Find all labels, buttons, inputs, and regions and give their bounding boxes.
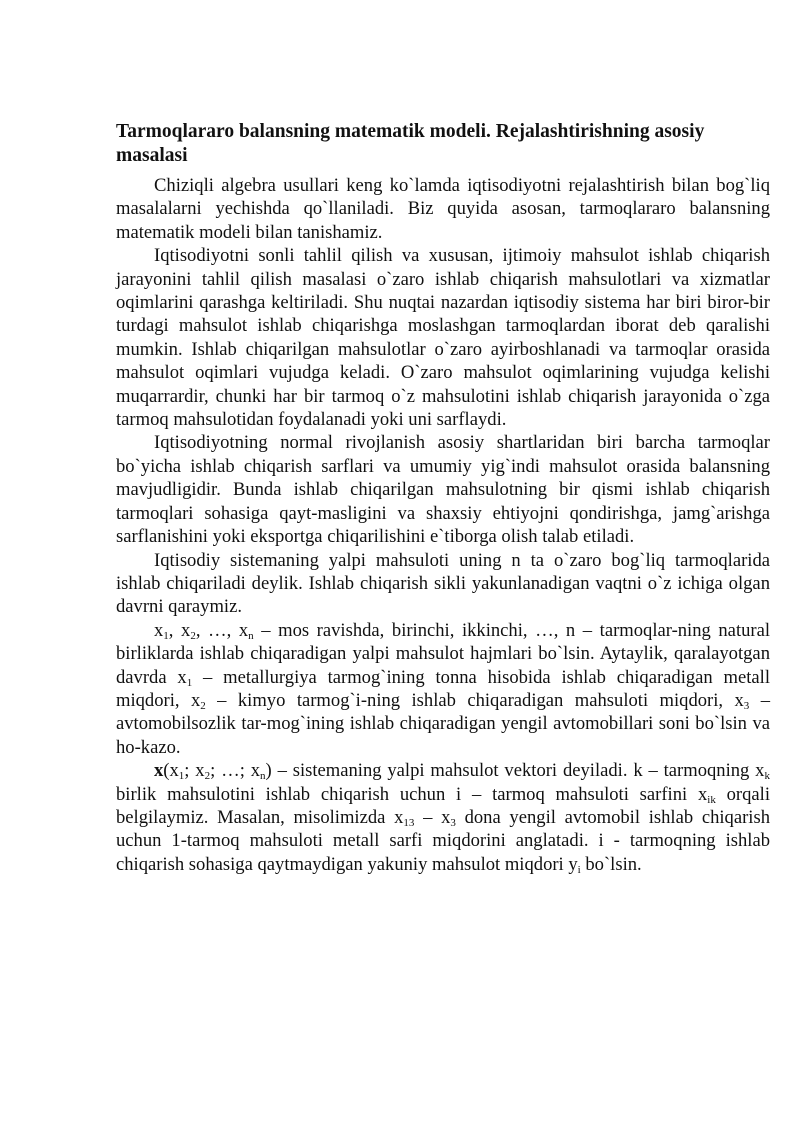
paragraph-5: $x_1$, $x_2$, …, $x_n$ – mos ravishda, birinchi, ikkinchi, …, n – tarmoqlar-ning natural birliklarda ishlab chiqaradigan yalpi mahsulot hajmlari bo`lsin. Aytaylik, qaralayotgan davrda $x_1$ – metallurgiya tarmog`ining tonna hisobida ishlab chiqaradigan metall miqdori, $x_2$ – kimyo tarmog`i-ning ishlab chiqaradigan mahsuloti miqdori, $x_3$ – avtomobilsozlik tar-mog`ining ishlab chiqaradigan yengil avtomobillari soni bo`lsin va ho-kazo. <box>116 619 771 758</box>
paragraph-4: Iqtisodiy sistemaning yalpi mahsuloti uning n ta o`zaro bog`liq tarmoqlarida ishlab chiqariladi deylik. Ishlab chiqarish sikli yakunlanadigan vaqtni o`z ichiga olgan davrni qaraymiz. <box>116 549 770 618</box>
paragraph-2: Iqtisodiyotni sonli tahlil qilish va xususan, ijtimoiy mahsulot ishlab chiqarish jarayonini tahlil qilish masalasi o`zaro ishlab chiqarish mahsulotlari va xizmatlar oqimlarini qarashga keltiriladi. Shu nuqtai nazardan iqtisodiy sistema har biri biror-bir turdagi mahsulot ishlab chiqarishga moslashgan tarmoqlardan iborat deb qaralishi mumkin. Ishlab chiqarilgan mahsulotlar o`zaro ayirboshlanadi va tarmoqlar orasida mahsulot oqimlari vujudga keladi. O`zaro mahsulot oqimlarining vujudga kelishi muqarrardir, chunki har bir tarmoq o`z mahsulotini ishlab chiqarish jarayonida o`zga tarmoq mahsulotidan foydalanadi yoki uni sarflaydi. <box>116 245 770 431</box>
document-page <box>116 120 770 876</box>
paragraph-6: $x(x_1$; $x_2$; …; $x_n$) – sistemaning yalpi mahsulot vektori deyiladi. k – tarmoqning $x_k$ birlik mahsulotini ishlab chiqarish uchun i – tarmoq mahsuloti sarfini $x_{ik}$ orqali belgilaymiz. Masalan, misolimizda $x_{13} - x_3$ dona yengil avtomobil ishlab chiqarish uchun 1-tarmoq mahsuloti metall sarfi miqdorini anglatadi. i - tarmoqning ishlab chiqarish sohasiga qaytmaydigan yakuniy mahsulot miqdori $y_i$ bo`lsin. <box>116 760 770 876</box>
vector-symbol: x <box>154 760 164 782</box>
section-title: Tarmoqlararo balansning matematik modeli. Rejalashtirishning asosiy masalasi <box>116 121 705 166</box>
paragraph-1: Chiziqli algebra usullari keng ko`lamda iqtisodiyotni rejalashtirish bilan bog`liq masalalarni yechishda qo`llaniladi. Biz quyida asosan, tarmoqlararo balansning matematik modeli bilan tanishamiz. <box>116 175 770 243</box>
paragraph-3: Iqtisodiyotning normal rivojlanish asosiy shartlaridan biri barcha tarmoqlar bo`yicha ishlab chiqarish sarflari va umumiy yig`indi mahsulot orasida balansning mavjudligidir. Bunda ishlab chiqarilgan mahsulotning bir qismi ishlab chiqarish tarmoqlari sohasiga qayt-masligini va shaxsiy ehtiyojni qondirishga, jamg`arishga sarflanishini yoki eksportga chiqarilishini e`tiborga olish talab etiladi. <box>116 432 770 548</box>
